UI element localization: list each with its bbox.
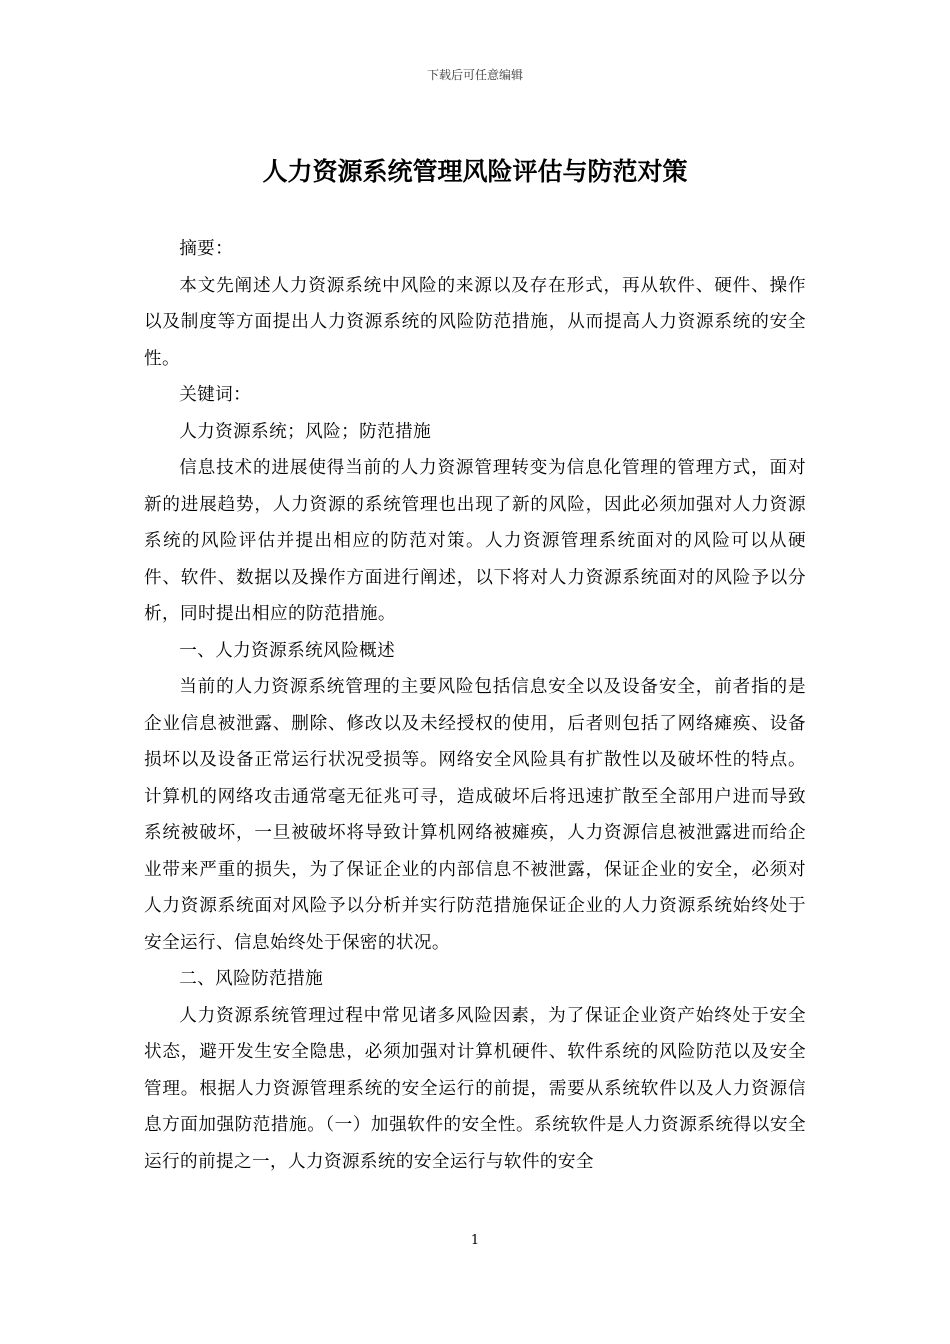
section-2-heading: 二、风险防范措施 xyxy=(179,969,324,989)
abstract-heading: 摘要： xyxy=(179,239,234,259)
abstract-text: 本文先阐述人力资源系统中风险的来源以及存在形式，再从软件、硬件、操作以及制度等方面提出人力资源系统的风险防范措施，从而提高人力资源系统的安全性。 xyxy=(144,275,806,369)
section-1-heading: 一、人力资源系统风险概述 xyxy=(179,640,396,661)
document-title: 人力资源系统管理风险评估与防范对策 xyxy=(262,157,688,186)
keywords-text: 人力资源系统；风险；防范措施 xyxy=(179,421,432,442)
intro-paragraph: 信息技术的进展使得当前的人力资源管理转变为信息化管理的管理方式，面对新的进展趋势，人力资源的系统管理也出现了新的风险，因此必须加强对人力资源系统的风险评估并提出相应的防范对策。人力资源管理系统面对的风险可以从硬件、软件、数据以及操作方面进行阐述，以下将对人力资源系统面对的风险予以分析，同时提出相应的防范措施。 xyxy=(144,458,806,624)
keywords-heading: 关键词： xyxy=(179,385,252,405)
document-body xyxy=(144,231,806,1180)
header-note: 下载后可任意编辑 xyxy=(426,68,523,82)
section-1-paragraph: 当前的人力资源系统管理的主要风险包括信息安全以及设备安全，前者指的是企业信息被泄露、删除、修改以及未经授权的使用，后者则包括了网络瘫痪、设备损坏以及设备正常运行状况受损等。网络安全风险具有扩散性以及破坏性的特点。计算机的网络攻击通常毫无征兆可寻，造成破坏后将迅速扩散至全部用户进而导致系统被破坏，一旦被破坏将导致计算机网络被瘫痪，人力资源信息被泄露进而给企业带来严重的损失，为了保证企业的内部信息不被泄露，保证企业的安全，必须对人力资源系统面对风险予以分析并实行防范措施保证企业的人力资源系统始终处于安全运行、信息始终处于保密的状况。 xyxy=(144,677,806,953)
page-number: 1 xyxy=(470,1233,480,1248)
section-2-paragraph: 人力资源系统管理过程中常见诸多风险因素，为了保证企业资产始终处于安全状态，避开发生安全隐患，必须加强对计算机硬件、软件系统的风险防范以及安全管理。根据人力资源管理系统的安全运行的前提，需要从系统软件以及人力资源信息方面加强防范措施。（一）加强软件的安全性。系统软件是人力资源系统得以安全运行的前提之一，人力资源系统的安全运行与软件的安全 xyxy=(144,1005,806,1172)
